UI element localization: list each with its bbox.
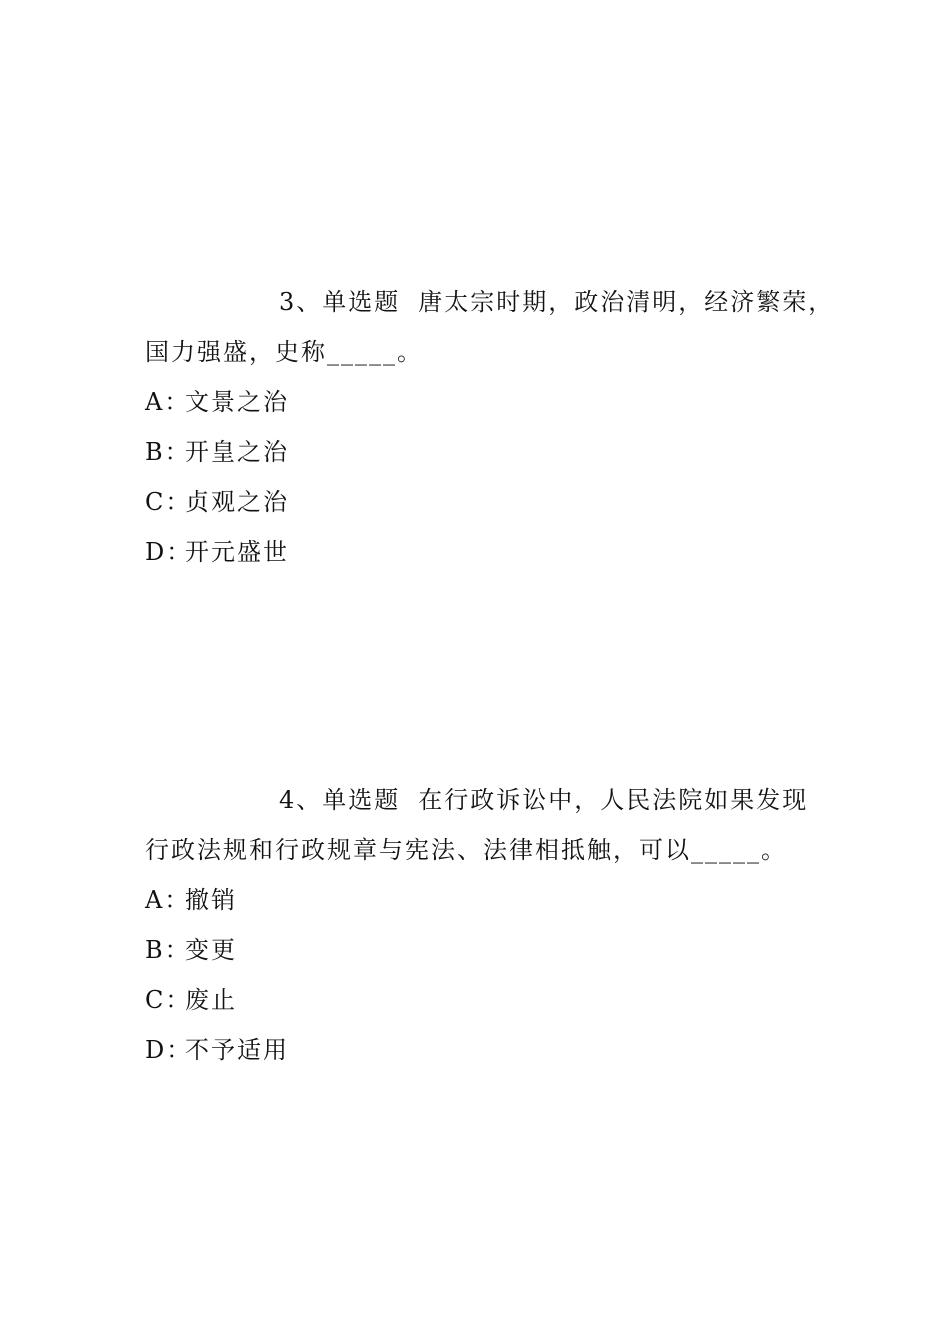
option-text: 变更: [185, 936, 237, 964]
option-letter: D：: [145, 1036, 193, 1064]
option-c: [145, 484, 835, 534]
option-a: [145, 882, 835, 932]
option-text: 文景之治: [185, 388, 289, 416]
question-header: [145, 284, 835, 334]
question-number: 4、单选题: [279, 786, 401, 814]
question-stem-line-2: 行政法规和行政规章与宪法、法律相抵触，可以_____。: [145, 836, 787, 864]
option-b: [145, 434, 835, 484]
option-text: 开皇之治: [185, 438, 289, 466]
option-a: [145, 384, 835, 434]
question-stem-line-1: 唐太宗时期，政治清明，经济繁荣，: [418, 288, 835, 316]
question-4: [145, 782, 835, 1082]
question-header: [145, 782, 835, 832]
option-letter: B：: [145, 936, 191, 964]
option-b: [145, 932, 835, 982]
question-stem-line-2: 国力强盛，史称_____。: [145, 338, 423, 366]
option-letter: C：: [145, 488, 192, 516]
option-letter: B：: [145, 438, 191, 466]
question-3: [145, 284, 835, 584]
question-number: 3、单选题: [279, 288, 401, 316]
option-text: 不予适用: [185, 1036, 289, 1064]
option-text: 贞观之治: [185, 488, 289, 516]
option-d: [145, 1032, 835, 1082]
option-letter: A：: [145, 388, 191, 416]
option-text: 撤销: [185, 886, 237, 914]
option-text: 废止: [185, 986, 237, 1014]
option-c: [145, 982, 835, 1032]
option-letter: C：: [145, 986, 192, 1014]
option-letter: A：: [145, 886, 191, 914]
option-letter: D：: [145, 538, 193, 566]
option-text: 开元盛世: [185, 538, 289, 566]
option-d: [145, 534, 835, 584]
question-stem-line-1: 在行政诉讼中，人民法院如果发现: [418, 786, 809, 814]
